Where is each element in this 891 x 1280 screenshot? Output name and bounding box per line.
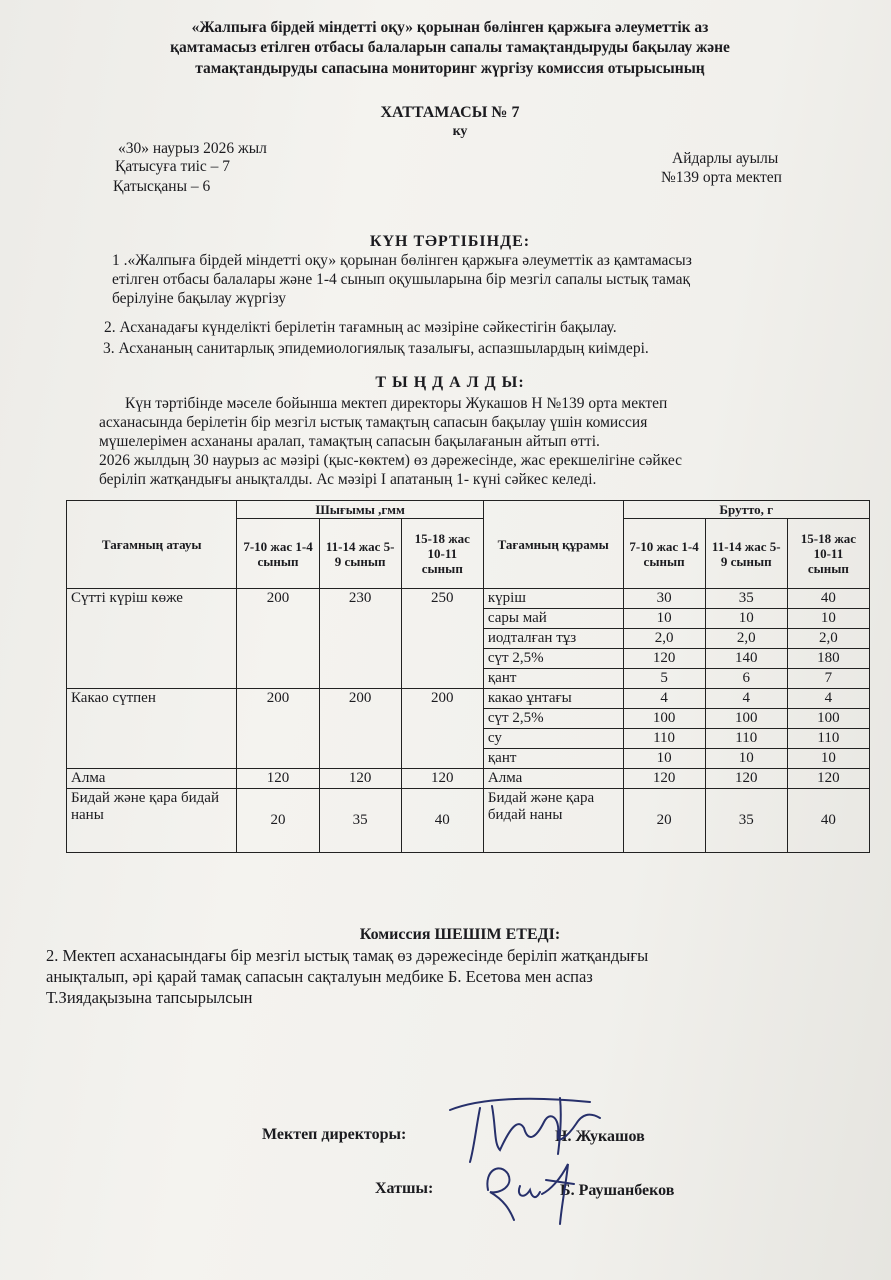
heard-line-5: беріліп жатқандығы анықталды. Ас мәзірі І апатаның 1- күні сәйкес келеді. (99, 471, 597, 488)
brutto-11-14: 35 (705, 789, 787, 853)
decision-title: Комиссия ШЕШІМ ЕТЕДІ: (359, 926, 561, 943)
brutto-15-18: 40 (787, 589, 869, 609)
brutto-15-18: 10 (787, 609, 869, 629)
director-label: Мектеп директоры: (262, 1126, 407, 1143)
brutto-7-10: 20 (623, 789, 705, 853)
brutto-11-14: 4 (705, 689, 787, 709)
brutto-15-18: 100 (787, 709, 869, 729)
header-line-3: тамақтандыруды сапасына мониторинг жүргізу комиссия отырысының (195, 60, 705, 77)
ingredient: сүт 2,5% (483, 709, 623, 729)
brutto-7-10: 110 (623, 729, 705, 749)
heard-line-4: 2026 жылдың 30 наурыз ас мәзірі (қыс-көктем) өз дәрежесінде, жас ерекшелігіне сәйкес (99, 452, 683, 469)
header-brutto: Брутто, г (623, 501, 869, 519)
brutto-11-14: 6 (705, 669, 787, 689)
brutto-15-18: 180 (787, 649, 869, 669)
table-row (67, 789, 870, 853)
header-brutto-age-7-10: 7-10 жас 1-4 сынып (623, 519, 705, 589)
brutto-15-18: 40 (787, 789, 869, 853)
protocol-title: ХАТТАМАСЫ № 7 (380, 104, 520, 121)
agenda-item-3: 3. Асхананың санитарлық эпидемиологиялық тазалығы, аспазшылардың киімдері. (103, 340, 649, 357)
dish-name: Бидай және қара бидай наны (67, 789, 237, 853)
brutto-7-10: 100 (623, 709, 705, 729)
header-composition: Тағамның құрамы (483, 501, 623, 589)
ingredient: какао ұнтағы (483, 689, 623, 709)
attended: Қатысқаны – 6 (113, 178, 211, 195)
dish-name: Алма (67, 769, 237, 789)
school-name: №139 орта мектеп (661, 169, 782, 186)
heard-line-1: Күн тәртібінде мәселе бойынша мектеп директоры Жукашов Н №139 орта мектеп (125, 395, 668, 412)
agenda-item-2: 2. Асханадағы күнделікті берілетін тағамның ас мәзіріне сәйкестігін бақылау. (104, 319, 617, 336)
yield-7-10: 120 (237, 769, 319, 789)
heard-line-2: асханасында берілетін бір мезгіл ыстық тамақтың сапасын бақылау үшін комиссия (99, 414, 648, 431)
secretary-name: Б. Раушанбеков (560, 1182, 675, 1199)
ingredient: Бидай және қара бидай наны (483, 789, 623, 853)
dish-name: Какао сүтпен (67, 689, 237, 769)
yield-15-18: 250 (401, 589, 483, 689)
ingredient: сары май (483, 609, 623, 629)
yield-7-10: 200 (237, 689, 319, 769)
yield-11-14: 35 (319, 789, 401, 853)
yield-7-10: 200 (237, 589, 319, 689)
decision-paragraph (46, 945, 876, 1008)
yield-11-14: 200 (319, 689, 401, 769)
brutto-11-14: 100 (705, 709, 787, 729)
header-dish-name: Тағамның атауы (67, 501, 237, 589)
agenda-item-1-line-1: 1 .«Жалпыға бірдей міндетті оқу» қорынан бөлінген қаржыға әлеуметтік аз қамтамасыз (112, 252, 692, 269)
ingredient: Алма (483, 769, 623, 789)
header-yield: Шығымы ,гмм (237, 501, 483, 519)
yield-11-14: 120 (319, 769, 401, 789)
decision-line-1: 2. Мектеп асханасындағы бір мезгіл ыстық тамақ өз дәрежесінде беріліп жатқандығы (46, 946, 649, 965)
protocol-subtitle: ку (452, 124, 468, 139)
brutto-11-14: 120 (705, 769, 787, 789)
header-line-1: «Жалпыға бірдей міндетті оқу» қорынан бөлінген қаржыға әлеуметтік аз (191, 19, 709, 36)
header-line-2: қамтамасыз етілген отбасы балаларын сапалы тамақтандыруды бақылау және (170, 39, 730, 56)
yield-15-18: 40 (401, 789, 483, 853)
ingredient: күріш (483, 589, 623, 609)
brutto-15-18: 110 (787, 729, 869, 749)
ingredient: қант (483, 669, 623, 689)
table-row (67, 689, 870, 709)
header-yield-age-7-10: 7-10 жас 1-4 сынып (237, 519, 319, 589)
secretary-label: Хатшы: (375, 1180, 434, 1197)
yield-15-18: 200 (401, 689, 483, 769)
menu-table (66, 500, 870, 853)
brutto-7-10: 120 (623, 769, 705, 789)
agenda-title: КҮН ТӘРТІБІНДЕ: (369, 233, 531, 250)
ingredient: су (483, 729, 623, 749)
yield-15-18: 120 (401, 769, 483, 789)
yield-7-10: 20 (237, 789, 319, 853)
brutto-11-14: 110 (705, 729, 787, 749)
brutto-15-18: 10 (787, 749, 869, 769)
header-brutto-age-15-18: 15-18 жас 10-11 сынып (787, 519, 869, 589)
brutto-7-10: 30 (623, 589, 705, 609)
brutto-11-14: 10 (705, 609, 787, 629)
brutto-15-18: 4 (787, 689, 869, 709)
ingredient: иодталған тұз (483, 629, 623, 649)
brutto-7-10: 10 (623, 749, 705, 769)
should-attend: Қатысуға тиіс – 7 (115, 158, 231, 175)
ingredient: қант (483, 749, 623, 769)
header-brutto-age-11-14: 11-14 жас 5-9 сынып (705, 519, 787, 589)
heard-paragraph (99, 394, 851, 489)
table-row (67, 589, 870, 609)
brutto-7-10: 2,0 (623, 629, 705, 649)
brutto-11-14: 140 (705, 649, 787, 669)
heard-title: Т Ы Ң Д А Л Д Ы: (375, 374, 525, 391)
brutto-7-10: 5 (623, 669, 705, 689)
brutto-11-14: 35 (705, 589, 787, 609)
brutto-15-18: 2,0 (787, 629, 869, 649)
secretary-signature (470, 1150, 580, 1230)
header-yield-age-15-18: 15-18 жас 10-11 сынып (401, 519, 483, 589)
brutto-11-14: 10 (705, 749, 787, 769)
director-name: Н. Жукашов (555, 1128, 645, 1145)
brutto-7-10: 4 (623, 689, 705, 709)
table-row (67, 769, 870, 789)
brutto-15-18: 7 (787, 669, 869, 689)
village-name: Айдарлы ауылы (672, 150, 779, 167)
brutto-7-10: 10 (623, 609, 705, 629)
meeting-date: «30» наурыз 2026 жыл (118, 140, 267, 157)
ingredient: сүт 2,5% (483, 649, 623, 669)
heard-line-3: мүшелерімен асхананы аралап, тамақтың сапасын бақылағанын айтып өтті. (99, 433, 600, 450)
decision-line-2: анықталып, әрі қарай тамақ сапасын сақталуын медбике Б. Есетова мен аспаз (46, 967, 593, 986)
brutto-7-10: 120 (623, 649, 705, 669)
header-yield-age-11-14: 11-14 жас 5-9 сынып (319, 519, 401, 589)
brutto-15-18: 120 (787, 769, 869, 789)
agenda-item-1-line-2: етілген отбасы балалары және 1-4 сынып оқушыларына бір мезгіл сапалы ыстық тамақ (112, 271, 691, 288)
agenda-item-1-line-3: берілуіне бақылау жүргізу (112, 290, 287, 307)
yield-11-14: 230 (319, 589, 401, 689)
dish-name: Сүтті күріш көже (67, 589, 237, 689)
decision-line-3: Т.Зиядақызына тапсырылсын (46, 988, 253, 1007)
agenda-item-1 (112, 251, 840, 308)
brutto-11-14: 2,0 (705, 629, 787, 649)
